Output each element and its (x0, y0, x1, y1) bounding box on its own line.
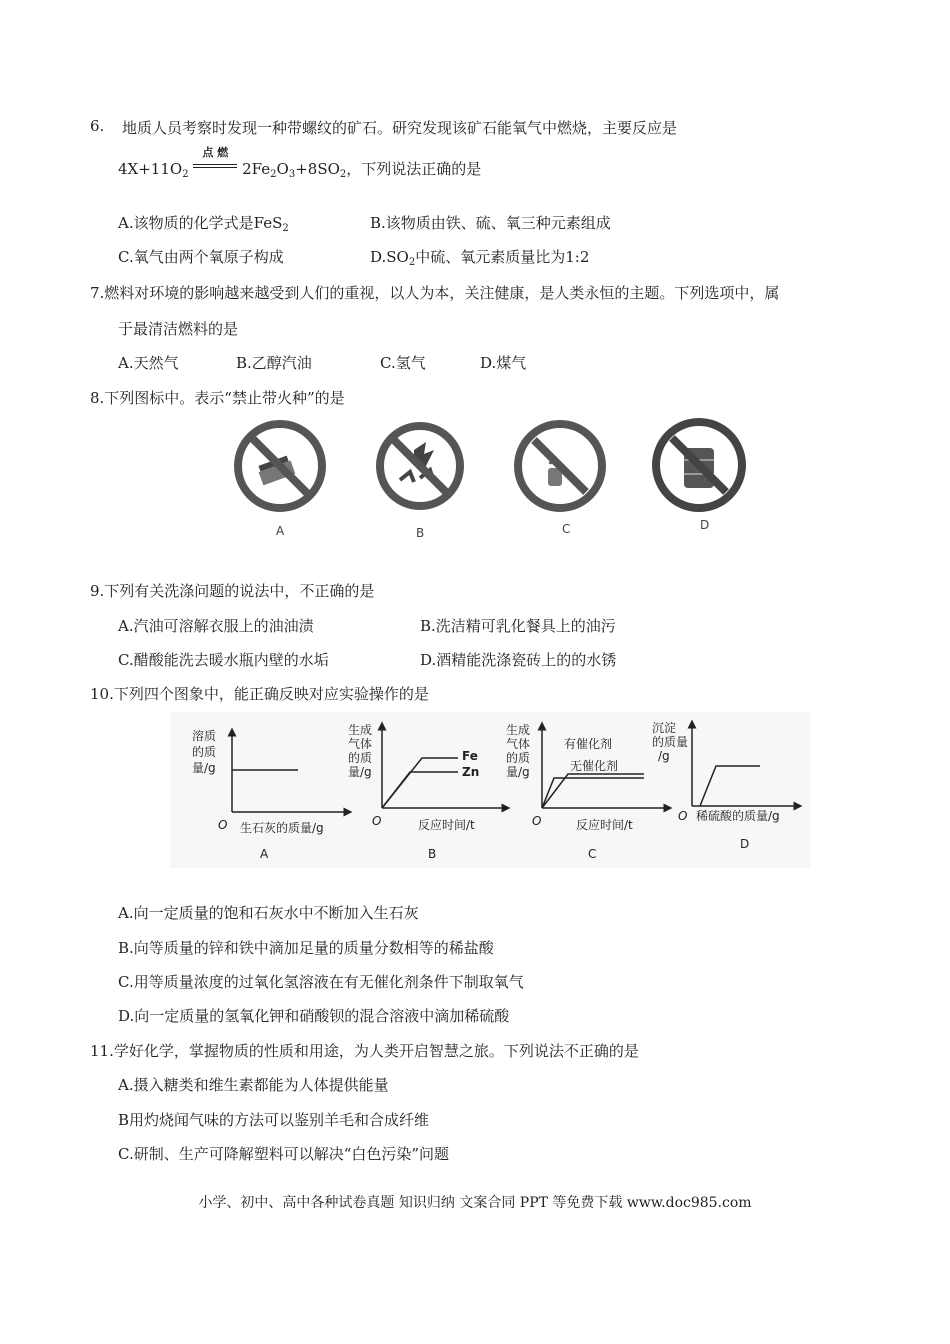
q7-option-b: B.乙醇汽油 (236, 354, 312, 372)
q7-option-c: C.氢气 (380, 354, 426, 372)
q7-option-d: D.煤气 (480, 354, 527, 372)
q6-option-d-pre: D.SO (370, 248, 409, 266)
graph-d (652, 720, 798, 851)
graph-c-ylabel-4: 量/g (506, 765, 530, 779)
graph-c-ylabel-1: 生成 (506, 723, 531, 737)
graph-c-catalyst-line (542, 778, 644, 808)
q11-option-a: A.摄入糖类和维生素都能为人体提供能量 (118, 1076, 389, 1094)
q11-stem: 11.学好化学，掌握物质的性质和用途，为人类开启智慧之旅。下列说法不正确的是 (90, 1042, 639, 1060)
eq-right-b: O (276, 160, 289, 178)
q11-option-c: C.研制、生产可降解塑料可以解决“白色污染”问题 (118, 1145, 450, 1163)
graph-d-origin: O (678, 809, 688, 823)
graph-a-origin: O (218, 818, 228, 832)
eq-left: 4X+11O (118, 160, 183, 178)
sign-label-a: A (276, 524, 285, 538)
q7-stem-line1: 7.燃料对环境的影响越来越受到人们的重视，以人为本，关注健康，是人类永恒的主题。下列选项中，属 (90, 284, 780, 302)
graph-a-xlabel: 生石灰的质量/g (240, 821, 324, 835)
graph-b-ylabel-4: 量/g (348, 765, 372, 779)
graph-c-series-no-catalyst: 无催化剂 (570, 759, 619, 773)
q6-option-b: B.该物质由铁、硫、氧三种元素组成 (370, 214, 611, 232)
q9-option-a: A.汽油可溶解衣服上的油油渍 (118, 617, 314, 635)
graph-a-ylabel-3: 量/g (192, 761, 216, 775)
graph-b-fe-line (382, 758, 458, 808)
no-matches-sign-icon (232, 418, 328, 514)
graph-b-ylabel-3: 的质 (348, 751, 373, 765)
graph-d-line (700, 766, 760, 806)
graph-a-ylabel-1: 溶质 (192, 729, 217, 743)
graph-a-ylabel-2: 的质 (192, 745, 217, 759)
q6-option-a-sub: 2 (282, 223, 289, 234)
no-fire-sign-icon (374, 420, 466, 512)
graph-d-ylabel-1: 沉淀 (652, 721, 677, 735)
graph-b-zn-line (382, 772, 458, 808)
q10-option-c: C.用等质量浓度的过氧化氢溶液在有无催化剂条件下制取氧气 (118, 973, 524, 991)
q8-stem: 8.下列图标中。表示“禁止带火种”的是 (90, 389, 345, 407)
graph-d-ylabel-3: /g (658, 749, 670, 763)
q9-stem: 9.下列有关洗涤问题的说法中，不正确的是 (90, 582, 375, 600)
sign-label-b: B (416, 526, 425, 540)
graph-b-xlabel: 反应时间/t (418, 818, 475, 832)
q6-option-c: C.氧气由两个氧原子构成 (118, 248, 284, 266)
q9-option-c: C.醋酸能洗去暖水瓶内壁的水垢 (118, 651, 329, 669)
q10-graphs-panel (170, 712, 810, 868)
graph-b (348, 722, 506, 861)
q6-number: 6. (90, 117, 105, 135)
q11-option-b: B用灼烧闻气味的方法可以鉴别羊毛和合成纤维 (118, 1111, 430, 1129)
graph-d-caption: D (740, 837, 750, 851)
q6-option-d (370, 246, 589, 268)
eq-right-sub1: 2 (270, 169, 277, 180)
eq-condition: 点 燃 (202, 146, 229, 159)
q6-option-d-post: 中硫、氧元素质量比为1:2 (415, 248, 590, 266)
q10-option-d: D.向一定质量的氢氧化钾和硝酸钡的混合溶液中滴加稀硫酸 (118, 1007, 510, 1025)
graph-c-ylabel-3: 的质 (506, 751, 531, 765)
sign-label-c: C (562, 522, 571, 536)
q7-stem-line2: 于最清洁燃料的是 (118, 320, 239, 338)
graph-c-origin: O (532, 814, 542, 828)
graph-b-origin: O (372, 814, 382, 828)
graph-a (192, 728, 348, 861)
graph-d-ylabel-2: 的质量 (652, 735, 689, 749)
q9-option-b: B.洗洁精可乳化餐具上的油污 (420, 617, 616, 635)
graph-c (506, 722, 668, 861)
sign-label-d: D (700, 518, 710, 532)
q6-option-a-text: A.该物质的化学式是FeS (118, 214, 283, 232)
eq-right-a: 2Fe (242, 160, 271, 178)
graph-c-ylabel-2: 气体 (506, 737, 531, 751)
page-footer: 小学、初中、高中各种试卷真题 知识归纳 文案合同 PPT 等免费下载 www.doc985.com (198, 1195, 752, 1211)
graph-a-caption: A (260, 847, 269, 861)
graph-b-series-fe: Fe (462, 749, 478, 763)
q10-graphs-svg (170, 712, 810, 868)
q10-stem: 10.下列四个图象中，能正确反映对应实验操作的是 (90, 685, 429, 703)
graph-b-series-zn: Zn (462, 765, 480, 779)
no-fuel-barrel-sign-icon (650, 416, 748, 514)
eq-arrow (193, 146, 237, 176)
q7-option-a: A.天然气 (118, 354, 179, 372)
graph-c-no-catalyst-line (542, 774, 644, 808)
eq-left-sub: 2 (182, 169, 189, 180)
eq-right-c: +8SO (295, 160, 340, 178)
q6-equation (118, 146, 482, 180)
graph-c-xlabel: 反应时间/t (576, 818, 633, 832)
q6-stem: 地质人员考察时发现一种带螺纹的矿石。研究发现该矿石能氧气中燃烧，主要反应是 (122, 119, 678, 137)
q10-option-b: B.向等质量的锌和铁中滴加足量的质量分数相等的稀盐酸 (118, 939, 494, 957)
graph-b-ylabel-2: 气体 (348, 737, 373, 751)
q6-option-a (118, 212, 289, 234)
no-lighter-sign-icon (512, 418, 608, 514)
graph-b-ylabel-1: 生成 (348, 723, 373, 737)
eq-tail: ，下列说法正确的是 (346, 160, 482, 178)
graph-d-xlabel: 稀硫酸的质量/g (696, 809, 780, 823)
q9-option-d: D.酒精能洗涤瓷砖上的的水锈 (420, 651, 617, 669)
graph-b-caption: B (428, 847, 437, 861)
eq-right-sub3: 2 (339, 169, 347, 180)
graph-c-caption: C (588, 847, 597, 861)
q10-option-a: A.向一定质量的饱和石灰水中不断加入生石灰 (118, 904, 419, 922)
graph-c-series-catalyst: 有催化剂 (564, 737, 613, 751)
q6-option-d-sub: 2 (408, 257, 416, 268)
eq-right-sub2: 3 (288, 169, 296, 180)
